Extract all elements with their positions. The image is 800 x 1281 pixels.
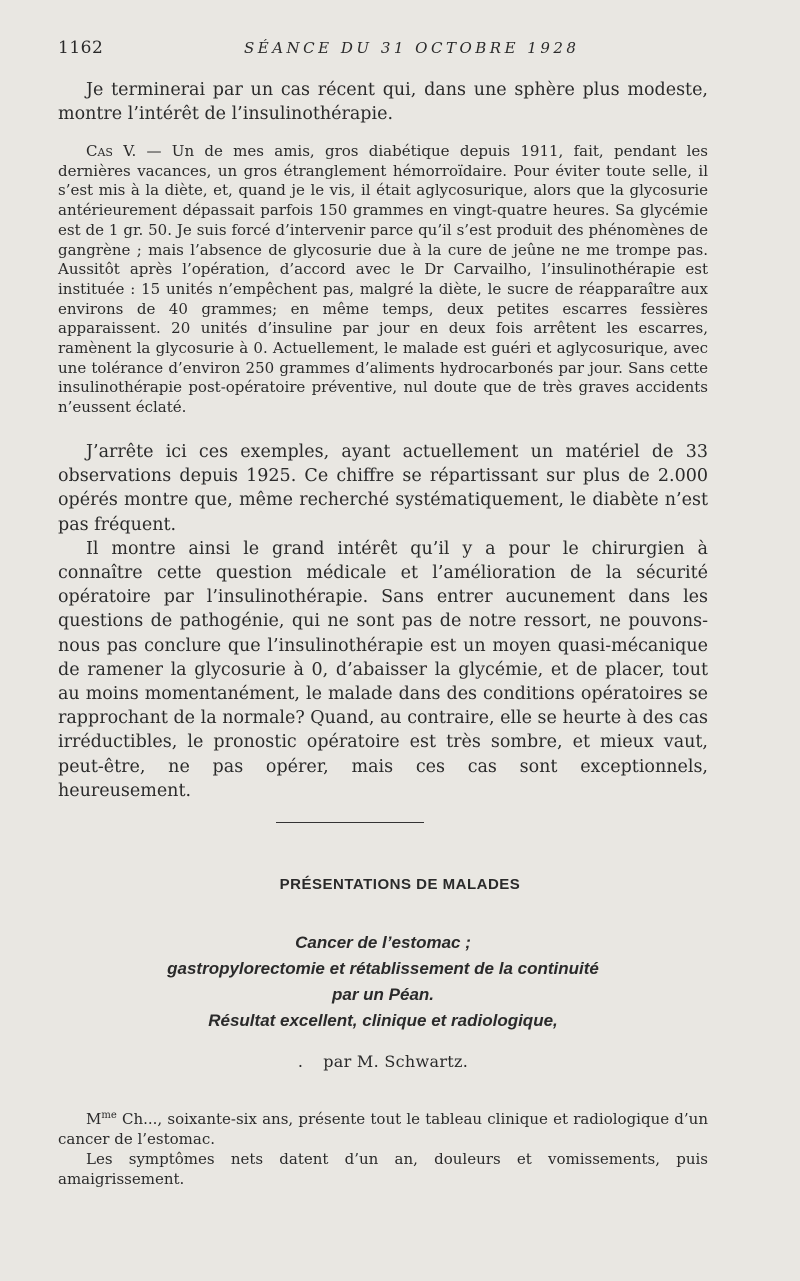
body-paragraph-2: Il montre ainsi le grand intérêt qu’il y a pour le chirurgien à connaître cette question médicale et l’amélioration de la sécurité opératoire par l’insulinothérapie. Sans entrer aucunement dans les questions de pathogénie, qui ne sont pas de notre ressort, ne pouvons-nous pas conclure que l’insulinothérapie est un moyen quasi-mécanique de ramener la glycosurie à 0, d’abaisser la glycémie, et de placer, tout au moins momentanément, le malade dans des conditions opératoires se rapprochant de la normale? Quand, au contraire, elle se heurte à des cas irréductibles, le pronostic opératoire est très sombre, et mieux vaut, peut-être, ne pas opérer, mais ces cas sont exceptionnels, heureusement. [58, 538, 708, 801]
intro-paragraph [58, 78, 708, 126]
author-mark: . [297, 1052, 304, 1071]
article-title [58, 930, 708, 1034]
section-heading: PRÉSENTATIONS DE MALADES [279, 876, 521, 893]
case-presentation [58, 1106, 708, 1189]
tail-text-1: Ch..., soixante-six ans, présente tout le tableau clinique et radiologique d’un cancer de l’estomac. [58, 1110, 708, 1148]
page-number: 1162 [58, 38, 104, 58]
page-header [58, 38, 708, 60]
author-byline [58, 1052, 708, 1071]
title-line-1: Cancer de l’estomac ; [295, 933, 471, 952]
salutation-sup: me [101, 1110, 117, 1121]
tail-paragraph-1 [58, 1106, 708, 1149]
tail-paragraph-2: Les symptômes nets datent d’un an, douleurs et vomissements, puis amaigrissement. [58, 1150, 708, 1188]
case-text [58, 142, 708, 418]
body-paragraph-1: J’arrête ici ces exemples, ayant actuellement un matériel de 33 observations depuis 1925. Ce chiffre se répartissant sur plus de 2.000 opérés montre que, même recherché systématiquement, le diabète n’est pas fréquent. [58, 442, 708, 535]
running-head: SÉANCE DU 31 OCTOBRE 1928 [244, 39, 580, 57]
title-line-2: gastropylorectomie et rétablissement de la continuité [167, 959, 599, 978]
conclusion-section [58, 440, 708, 803]
case-label: Cas V. [86, 142, 137, 160]
author-name: par M. Schwartz. [323, 1052, 469, 1071]
title-line-3: par un Péan. [331, 985, 435, 1004]
case-paragraph [58, 142, 708, 418]
case-body: — Un de mes amis, gros diabétique depuis 1911, fait, pendant les dernières vacances, un gros étranglement hémorroïdaire. Pour éviter toute selle, il s’est mis à la diète, et, quand je le vis, il était aglycosurique, alors que la glycosurie antérieurement dépassait parfois 150 grammes en vingt-quatre heures. Sa glycémie est de 1 gr. 50. Je suis forcé d’intervenir parce qu’il s’est produit des phénomènes de gangrène ; mais l’absence de glycosurie due à la cure de jeûne ne me trompe pas. Aussitôt après l’opération, d’accord avec le Dr Carvailho, l’insulinothérapie est instituée : 15 unités n’empêchent pas, malgré la diète, le sucre de réapparaître aux environs de 40 grammes; en même temps, deux petites escarres fessières apparaissent. 20 unités d’insuline par jour en deux fois arrêtent les escarres, ramènent la glycosurie à 0. Actuellement, le malade est guéri et aglycosurique, avec une tolérance d’environ 250 grammes d’aliments hydrocarbonés par jour. Sans cette insulinothérapie post-opératoire préventive, nul doute que de très graves accidents n’eussent éclaté. [58, 142, 709, 417]
section-divider [276, 822, 424, 823]
salutation: M [86, 1110, 102, 1128]
title-line-4: Résultat excellent, clinique et radiologique, [208, 1011, 558, 1030]
intro-text: Je terminerai par un cas récent qui, dans une sphère plus modeste, montre l’intérêt de l’insulinothérapie. [58, 80, 708, 124]
